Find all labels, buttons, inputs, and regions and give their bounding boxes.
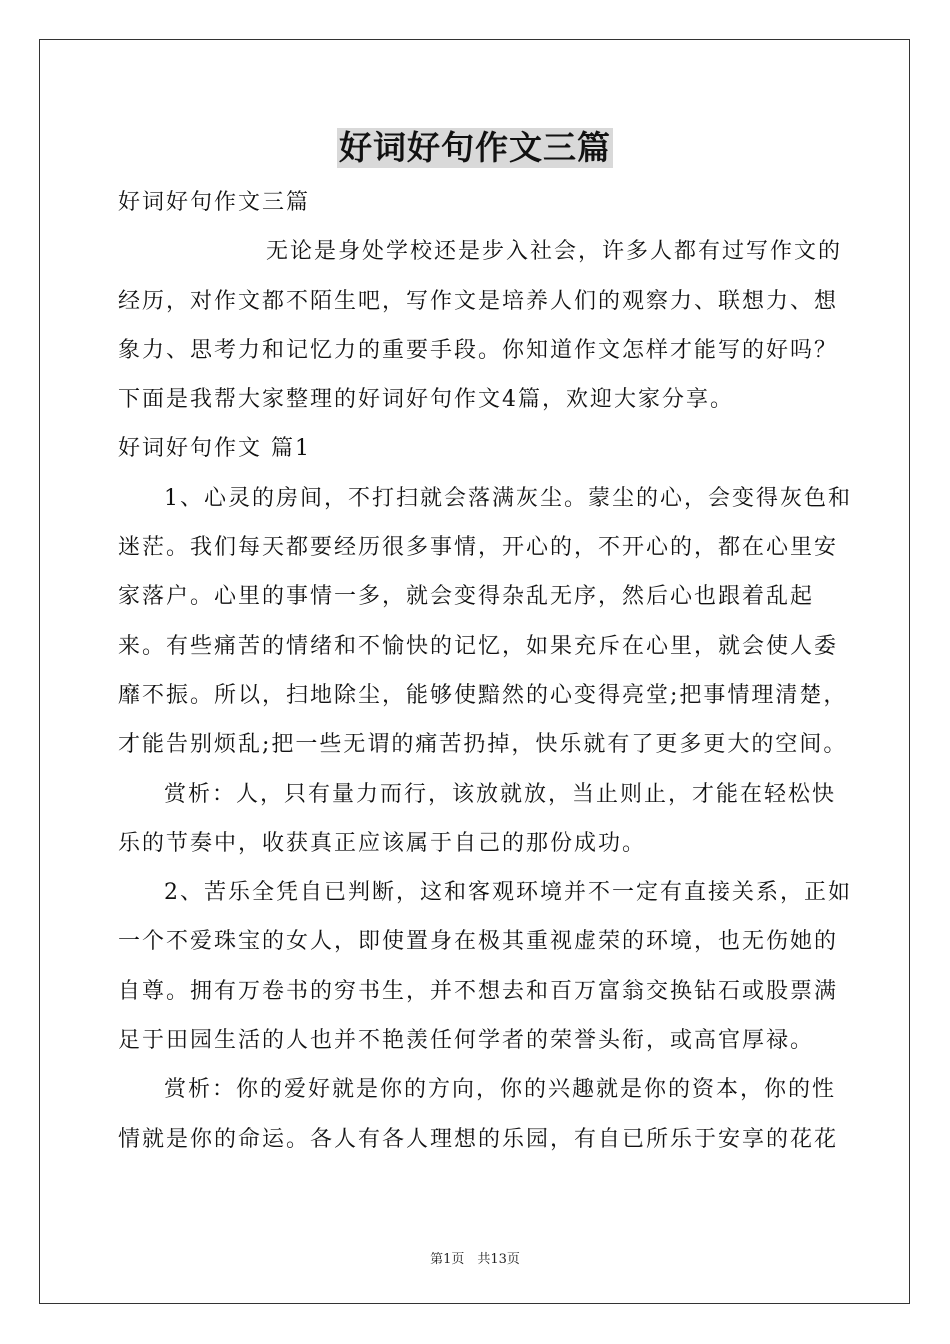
analysis-2-paragraph: 赏析：你的爱好就是你的方向，你的兴趣就是你的资本，你的性情就是你的命运。各人有各人理想的乐园，有自已所乐于安享的花花 — [118, 1077, 839, 1152]
item-2-paragraph: 2、苦乐全凭自已判断，这和客观环境并不一定有直接关系，正如一个不爱珠宝的女人，即使置身在极其重视虚荣的环境，也无伤她的自尊。拥有万卷书的穷书生，并不想去和百万富翁交换钻石或股票满足于田园生活的人也并不艳羡任何学者的荣誉头衔，或高官厚禄。 — [118, 880, 852, 1054]
document-body — [118, 178, 858, 1164]
document-title: 好词好句作文三篇 — [339, 128, 611, 167]
intro-paragraph: 无论是身处学校还是步入社会，许多人都有过写作文的经历，对作文都不陌生吧，写作文是培养人们的观察力、联想力、想象力、思考力和记忆力的重要手段。你知道作文怎样才能写的好吗？下面是我帮大家整理的好词好句作文4篇，欢迎大家分享。 — [118, 239, 843, 413]
title-container — [0, 128, 950, 168]
page-footer: 第1页 共13页 — [430, 1252, 520, 1267]
section-heading: 好词好句作文 篇1 — [118, 436, 311, 462]
analysis-1-paragraph: 赏析：人，只有量力而行，该放就放，当止则止，才能在轻松快乐的节奏中，收获真正应该属于自己的那份成功。 — [118, 781, 837, 856]
item-1-paragraph: 1、心灵的房间，不打扫就会落满灰尘。蒙尘的心，会变得灰色和迷茫。我们每天都要经历很多事情，开心的，不开心的，都在心里安家落户。心里的事情一多，就会变得杂乱无序，然后心也跟着乱起来。有些痛苦的情绪和不愉快的记忆，如果充斥在心里，就会使人委靡不振。所以，扫地除尘，能够使黯然的心变得亮堂;把事情理清楚，才能告别烦乱;把一些无谓的痛苦扔掉，快乐就有了更多更大的空间。 — [118, 485, 852, 758]
document-subtitle: 好词好句作文三篇 — [118, 190, 311, 215]
